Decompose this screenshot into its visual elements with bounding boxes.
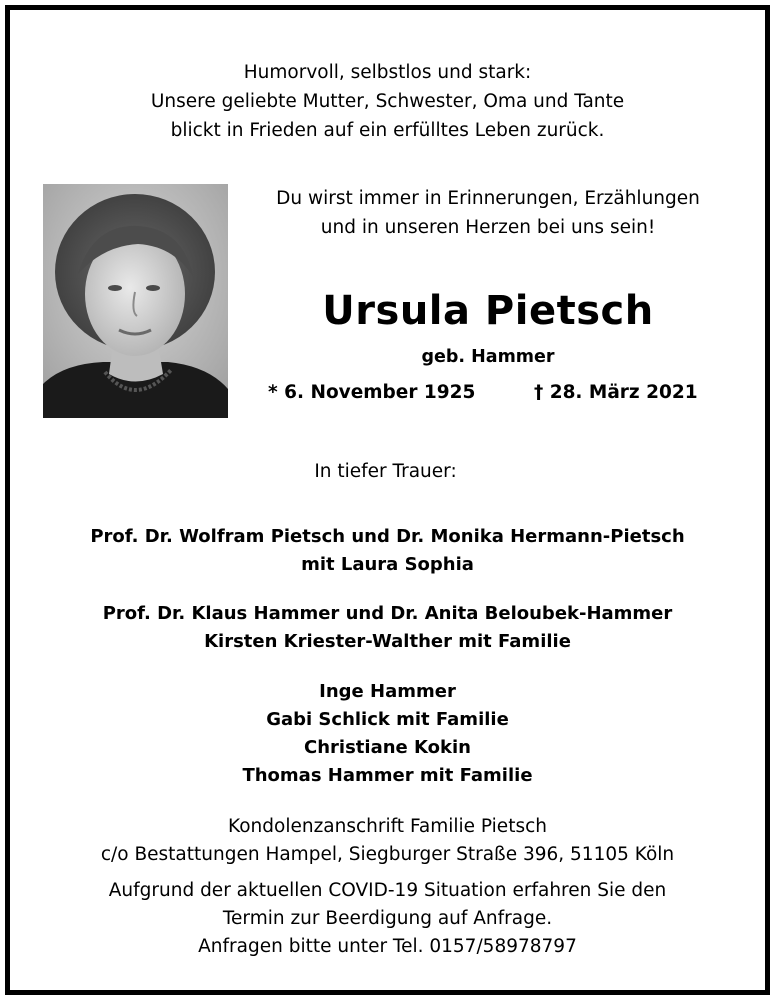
intro-line-3: blickt in Frieden auf ein erfülltes Leben zurück. — [170, 120, 605, 141]
quote-line-2: und in unseren Herzen bei uns sein! — [320, 217, 656, 238]
funeral-note-line-1: Aufgrund der aktuellen COVID-19 Situation erfahren Sie den — [108, 880, 667, 901]
funeral-note-line-3: Anfragen bitte unter Tel. 0157/58978797 — [198, 936, 577, 957]
deceased-name: Ursula Pietsch — [322, 288, 654, 334]
family-3-line-4: Thomas Hammer mit Familie — [242, 765, 533, 786]
intro-line-1: Humorvoll, selbstlos und stark: — [243, 62, 532, 83]
birth-date: * 6. November 1925 — [268, 382, 476, 403]
condolence-line-1: Kondolenzanschrift Familie Pietsch — [228, 816, 547, 837]
death-date: † 28. März 2021 — [534, 382, 698, 403]
family-3-line-1: Inge Hammer — [319, 681, 456, 702]
family-3-line-2: Gabi Schlick mit Familie — [266, 709, 509, 730]
quote-line-1: Du wirst immer in Erinnerungen, Erzählungen — [276, 188, 700, 209]
family-3-line-3: Christiane Kokin — [304, 737, 471, 758]
funeral-note-line-2: Termin zur Beerdigung auf Anfrage. — [222, 908, 553, 929]
intro-line-2: Unsere geliebte Mutter, Schwester, Oma und Tante — [150, 91, 625, 112]
portrait-photo — [43, 184, 228, 418]
birth-name: geb. Hammer — [421, 347, 555, 367]
condolence-line-2: c/o Bestattungen Hampel, Siegburger Straße 396, 51105 Köln — [100, 844, 675, 865]
portrait-image — [43, 184, 228, 418]
mourning-label: In tiefer Trauer: — [314, 461, 457, 482]
family-2-line-1: Prof. Dr. Klaus Hammer und Dr. Anita Beloubek-Hammer — [102, 603, 673, 624]
family-1-line-1: Prof. Dr. Wolfram Pietsch und Dr. Monika Hermann-Pietsch — [90, 526, 685, 547]
obituary-notice — [5, 5, 770, 995]
family-2-line-2: Kirsten Kriester-Walther mit Familie — [204, 631, 571, 652]
family-1-line-2: mit Laura Sophia — [301, 554, 474, 575]
